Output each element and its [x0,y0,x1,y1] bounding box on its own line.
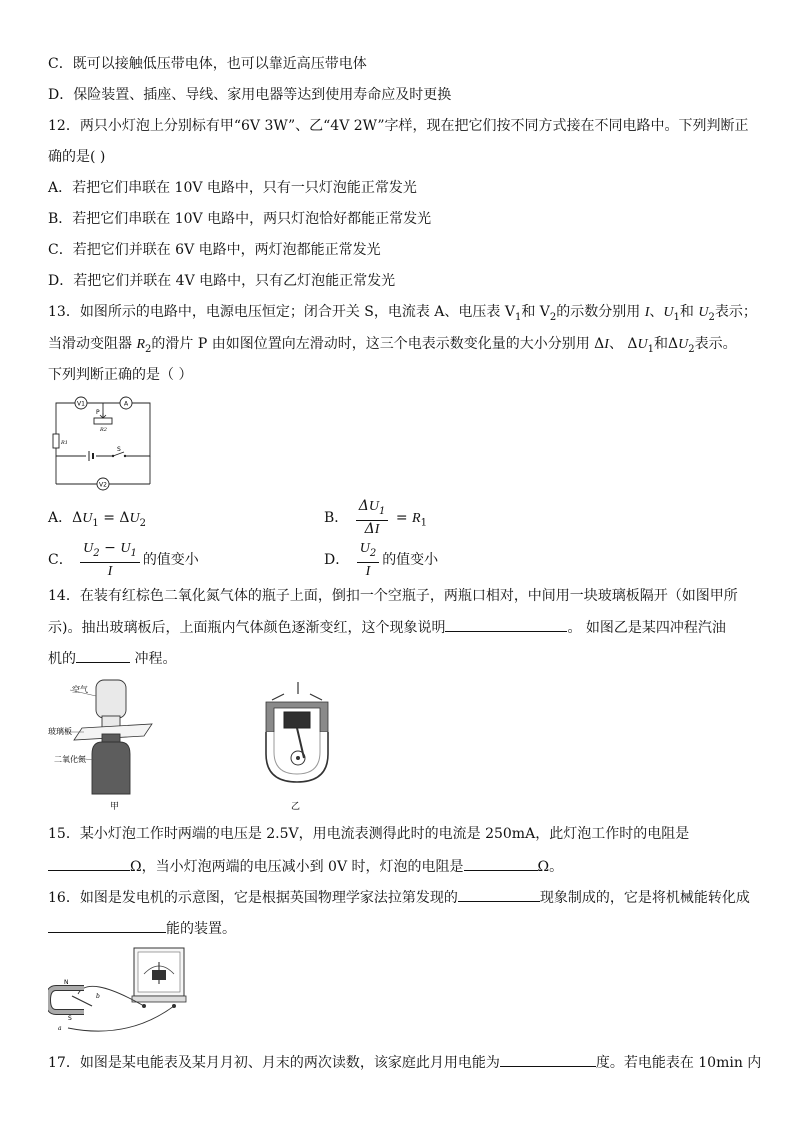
svg-text:S: S [117,446,121,453]
option-b-q12: B．若把它们串联在 10V 电路中，两只灯泡恰好都能正常发光 [48,211,432,227]
option-a-q12: A．若把它们串联在 10V 电路中，只有一只灯泡能正常发光 [48,180,417,196]
question-15-stem-cont: Ω，当小灯泡两端的电压减小到 0V 时，灯泡的电阻是 Ω。 [48,856,563,877]
question-14-stem: 14．在装有红棕色二氧化氮气体的瓶子上面，倒扣一个空瓶子，两瓶口相对，中间用一块玻璃板隔开（如图甲所 [48,588,738,604]
answer-blank[interactable] [464,856,538,871]
svg-text:A: A [123,400,129,408]
option-c-q11: C．既可以接触低压带电体，也可以靠近高压带电体 [48,56,367,72]
question-12-stem-cont: 确的是( ) [48,149,106,165]
option-c-q12: C．若把它们并联在 6V 电路中，两灯泡都能正常发光 [48,242,381,258]
resistor-r1 [53,434,59,448]
svg-text:N: N [64,979,69,986]
answer-blank[interactable] [445,617,567,632]
svg-text:R1: R1 [61,440,68,446]
option-d-q11: D．保险装置、插座、导线、家用电器等达到使用寿命应及时更换 [48,87,452,103]
svg-text:空气: 空气 [72,685,88,694]
svg-text:V1: V1 [77,400,85,408]
figure-label-yi: 乙 [291,802,301,812]
galvanometer-icon [132,948,186,1008]
generator-figure [48,944,188,1036]
option-a-q13: A．$\Delta U_1 = \Delta U_2$ [48,510,147,529]
option-d-q12: D．若把它们并联在 4V 电路中，只有乙灯泡能正常发光 [48,273,396,289]
voltmeter-v2-icon [97,478,109,490]
svg-text:b: b [96,993,100,1000]
ammeter-icon [120,397,132,409]
question-13-stem-cont: 当滑动变阻器 $R_2$的滑片 P 由如图位置向左滑动时，这三个电表示数变化量的大小分别用 ΔI、 $\Delta U_1$和$\Delta U_2$表示。 [48,336,737,355]
answer-blank[interactable] [458,887,540,902]
question-12-stem: 12．两只小灯泡上分别标有甲“6V 3W”、乙“4V 2W”字样，现在把它们按不同方式接在不同电路中。下列判断正 [48,118,749,134]
answer-blank[interactable] [48,918,166,933]
svg-text:a: a [58,1025,62,1032]
circuit-diagram [48,394,160,494]
voltmeter-v1-icon [75,397,87,409]
magnet-icon [48,988,84,1012]
battery-icon [86,450,96,462]
svg-text:二氧化氮: 二氧化氮 [54,755,86,764]
option-b-q13: B． $\frac{\Delta U_1}{\Delta I}$ = $R_1$ [324,498,427,537]
option-c-q13: C． $\frac{U_2 - U_1}{I}$ 的值变小 [48,540,199,579]
question-13-stem: 13．如图所示的电路中，电源电压恒定；闭合开关 S，电流表 A、电压表 $V_1$和 $V_2$的示数分别用 I、$U_1$和 $U_2$表示； [48,304,757,323]
option-d-q13: D． $\frac{U_2}{I}$ 的值变小 [324,541,439,579]
engine-cylinder-figure [262,682,332,812]
figure-label-jia: 甲 [110,802,120,812]
question-13-prompt: 下列判断正确的是（ ） [48,367,193,383]
svg-text:P: P [96,409,100,416]
question-14-stem-cont: 示)。抽出玻璃板后，上面瓶内气体颜色逐渐变红，这个现象说明 。 如图乙是某四冲程汽油 [48,617,726,638]
svg-text:玻璃板: 玻璃板 [48,727,72,736]
rheostat-r2 [94,418,112,424]
question-15-stem: 15．某小灯泡工作时两端的电压是 2.5V，用电流表测得此时的电流是 250mA，此灯泡工作时的电阻是 [48,826,690,842]
svg-text:S: S [68,1015,72,1022]
answer-blank[interactable] [48,856,130,871]
switch-icon [112,446,126,460]
svg-text:R2: R2 [100,427,107,433]
question-17-stem: 17．如图是某电能表及某月月初、月末的两次读数，该家庭此月用电能为 度。若电能表在 10min 内 [48,1052,761,1073]
answer-blank[interactable] [500,1052,596,1067]
question-16-stem-cont: 能的装置。 [48,918,236,939]
question-14-stem-end: 机的 冲程。 [48,648,176,669]
svg-text:V2: V2 [99,481,107,489]
answer-blank[interactable] [76,648,130,663]
question-16-stem: 16．如图是发电机的示意图，它是根据英国物理学家法拉第发现的 现象制成的，它是将机械能转化成 [48,887,750,908]
gas-diffusion-figure [48,676,158,812]
